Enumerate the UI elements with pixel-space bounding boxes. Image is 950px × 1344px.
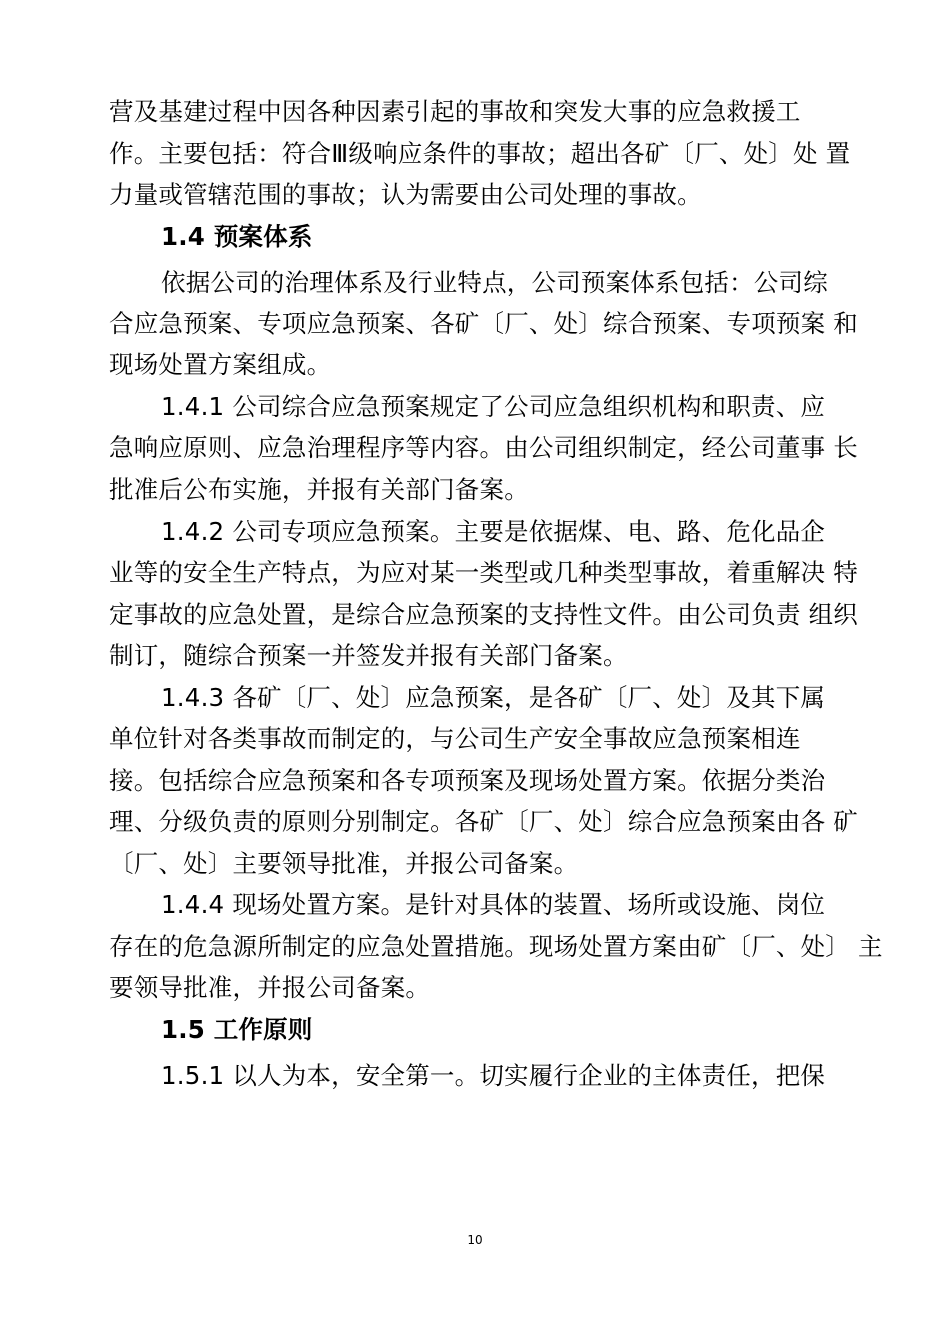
body-text-line: 营及基建过程中因各种因素引起的事故和突发大事的应急救援工 [109,97,801,126]
body-text-line: 制订，随综合预案一并签发并报有关部门备案。 [109,641,628,670]
body-text-line: 1.4.1 公司综合应急预案规定了公司应急组织机构和职责、应 [161,392,826,421]
body-text-line: 〔厂、处〕主要领导批准，并报公司备案。 [109,849,579,878]
section-heading-1-4: 1.4 预案体系 [161,222,313,251]
body-text-line: 单位针对各类事故而制定的，与公司生产安全事故应急预案相连 [109,724,801,753]
body-text-line: 1.4.3 各矿〔厂、处〕应急预案，是各矿〔厂、处〕及其下属 [161,683,826,712]
body-text-line: 合应急预案、专项应急预案、各矿〔厂、处〕综合预案、专项预案 和 [109,309,858,338]
body-text-line: 1.5.1 以人为本，安全第一。切实履行企业的主体责任，把保 [161,1061,826,1090]
body-text-line: 接。包括综合应急预案和各专项预案及现场处置方案。依据分类治 [109,766,826,795]
body-text-line: 力量或管辖范围的事故；认为需要由公司处理的事故。 [109,180,702,209]
body-text-line: 业等的安全生产特点，为应对某一类型或几种类型事故，着重解决 特 [109,558,858,587]
body-text-line: 作。主要包括：符合Ⅲ级响应条件的事故；超出各矿〔厂、处〕处 置 [109,139,851,168]
body-text-line: 批准后公布实施，并报有关部门备案。 [109,475,529,504]
body-text-line: 要领导批准，并报公司备案。 [109,973,431,1002]
body-text-line: 1.4.4 现场处置方案。是针对具体的装置、场所或设施、岗位 [161,890,826,919]
section-heading-1-5: 1.5 工作原则 [161,1015,313,1044]
body-text-line: 定事故的应急处置，是综合应急预案的支持性文件。由公司负责 组织 [109,600,858,629]
body-text-line: 理、分级负责的原则分别制定。各矿〔厂、处〕综合应急预案由各 矿 [109,807,858,836]
body-text-line: 现场处置方案组成。 [109,350,332,379]
body-text-line: 1.4.2 公司专项应急预案。主要是依据煤、电、路、危化品企 [161,517,826,546]
body-text-line: 依据公司的治理体系及行业特点，公司预案体系包括：公司综 [161,268,828,297]
body-text-line: 急响应原则、应急治理程序等内容。由公司组织制定，经公司董事 长 [109,433,858,462]
body-text-line: 存在的危急源所制定的应急处置措施。现场处置方案由矿〔厂、处〕 主 [109,932,883,961]
page-number: 10 [467,1233,483,1247]
